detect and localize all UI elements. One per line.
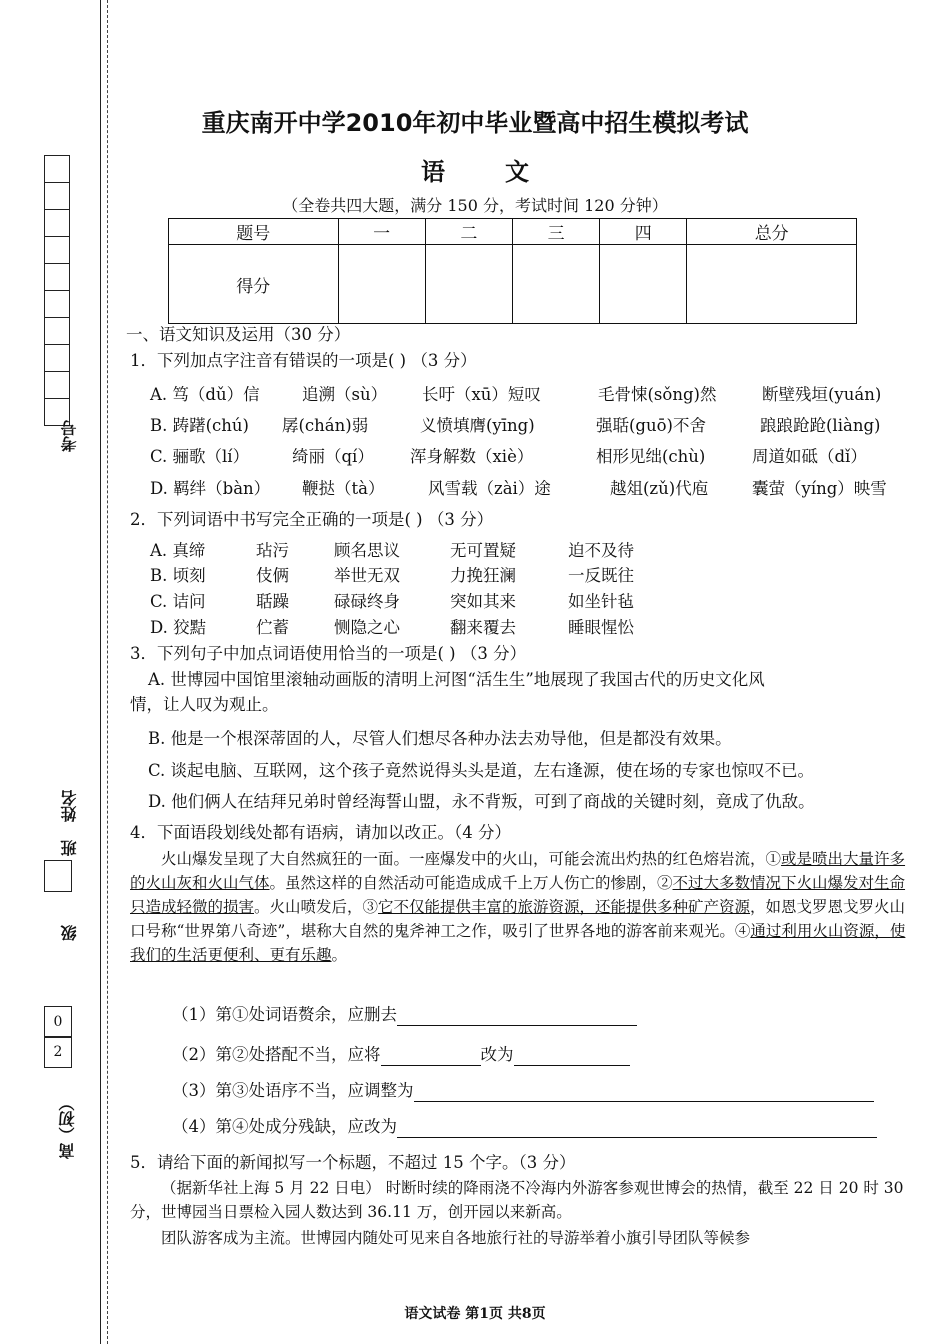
q2-option-b: B. 顷刻	[150, 566, 206, 585]
q3-stem: 3．下列句子中加点词语使用恰当的一项是( ) （3 分）	[130, 644, 527, 663]
score-header-cell: 一	[338, 219, 425, 245]
q1-option-d-item: 囊萤（yíng）映雪	[752, 479, 887, 498]
q4-sub2	[172, 1044, 630, 1066]
q4-text: ①	[765, 850, 782, 868]
q4-sub4-text: （4）第④处成分残缺，应改为	[172, 1117, 397, 1136]
q2-option-item: 碌碌终身	[334, 592, 400, 611]
score-cell[interactable]	[338, 245, 425, 324]
score-cell[interactable]	[687, 245, 857, 324]
q2-option-item: 恻隐之心	[334, 618, 400, 637]
q4-sub2-text: （2）第②处搭配不当，应将	[172, 1045, 381, 1064]
q1-option-d-item: 越俎(zǔ)代庖	[610, 479, 709, 498]
q4-sub2-text: 改为	[480, 1045, 514, 1064]
q3-option-d: D. 他们俩人在结拜兄弟时曾经海誓山盟，永不背叛，可到了商战的关键时刻，竟成了仇敌。	[148, 792, 815, 811]
q3-option-c: C. 谈起电脑、互联网，这个孩子竟然说得头头是道，左右逢源，使在场的专家也惊叹不已。	[148, 761, 815, 780]
q4-text: 火山爆发呈现了大自然疯狂的一面。一座爆发中的火山，可能会流出灼热的红色熔岩流，	[161, 850, 766, 868]
q4-sub4	[172, 1116, 877, 1138]
grade-digit-box[interactable]: 2	[44, 1036, 72, 1068]
q2-stem: 2．下列词语中书写完全正确的一项是( ) （3 分）	[130, 510, 494, 529]
score-table-header-row	[169, 219, 857, 245]
score-header-cell: 总分	[687, 219, 857, 245]
q4-sub1-text: （1）第①处词语赘余，应删去	[172, 1005, 397, 1024]
q1-option-a: A. 笃（dǔ）信	[150, 385, 260, 404]
q2-option-item: 翻来覆去	[450, 618, 516, 637]
score-row-label: 得分	[169, 245, 339, 324]
score-table	[168, 218, 857, 324]
q2-option-item: 玷污	[256, 541, 289, 560]
section-heading: 一、语文知识及运用（30 分）	[126, 325, 351, 344]
answer-blank[interactable]	[514, 1047, 630, 1066]
q2-option-item: 迫不及待	[568, 541, 634, 560]
q4-stem: 4．下面语段划线处都有语病，请加以改正。（4 分）	[130, 823, 511, 842]
q2-option-item: 一反既往	[568, 566, 634, 585]
q4-underlined-3: 它不仅能提供丰富的旅游资源，还能提供多种矿产资源	[378, 898, 751, 916]
q4-text: 。火山喷发后，③	[254, 898, 379, 916]
q1-option-c-item: 周道如砥（dǐ）	[752, 447, 867, 466]
q2-option-item: 伫蓄	[256, 618, 289, 637]
grade-digit-box[interactable]: 0	[44, 1006, 72, 1038]
q2-option-item: 无可置疑	[450, 541, 516, 560]
q2-option-item: 睡眼惺忪	[568, 618, 634, 637]
subject-title: 语文	[421, 158, 589, 186]
q1-option-a-item: 断壁残垣(yuán)	[762, 385, 882, 404]
q1-option-d-item: 鞭挞（tà）	[302, 479, 385, 498]
class-label: 班	[60, 840, 79, 856]
q2-option-c: C. 诘问	[150, 592, 206, 611]
q1-option-b-item: 强聒(guō)不舍	[596, 416, 706, 435]
q1-option-b-item: 孱(chán)弱	[282, 416, 369, 435]
answer-blank[interactable]	[381, 1047, 481, 1066]
q5-news-para-2: 团队游客成为主流。世博园内随处可见来自各地旅行社的导游举着小旗引导团队等候参	[161, 1229, 751, 1247]
q2-option-item: 伎俩	[256, 566, 289, 585]
q4-text: ，如恩戈罗恩戈罗火山口号称“世界第八奇迹”，堪称大自然的鬼斧神工之作，吸引了世界各地的游客前来观光。④	[130, 898, 906, 940]
answer-blank[interactable]	[414, 1083, 874, 1102]
score-cell[interactable]	[425, 245, 512, 324]
answer-blank[interactable]	[397, 1007, 637, 1026]
exam-note: （全卷共四大题，满分 150 分，考试时间 120 分钟）	[282, 196, 668, 215]
score-header-cell: 二	[425, 219, 512, 245]
q4-underlined-2: 不过大多数情况下火山爆发对生命只造成轻微的损害	[130, 874, 906, 916]
q3-option-b: B. 他是一个根深蒂固的人，尽管人们想尽各种办法去劝导他，但是都没有效果。	[148, 729, 732, 748]
exam-title: 重庆南开中学2010年初中毕业暨高中招生模拟考试	[201, 109, 749, 137]
q3-option-a-cont: 情，让人叹为观止。	[130, 695, 279, 714]
class-box[interactable]	[44, 860, 72, 892]
q1-option-b-item: 踉踉跄跄(liàng)	[760, 416, 881, 435]
score-cell[interactable]	[600, 245, 687, 324]
answer-blank[interactable]	[397, 1119, 877, 1138]
q1-option-a-item: 长吁（xū）短叹	[422, 385, 541, 404]
q3-option-a: A. 世博园中国馆里滚轴动画版的清明上河图“活生生”地展现了我国古代的历史文化风	[148, 670, 765, 689]
q1-option-b-item: 义愤填膺(yīng)	[420, 416, 535, 435]
level-label: 高（初）	[58, 1095, 77, 1159]
q4-sub3	[172, 1080, 874, 1102]
q2-option-item: 举世无双	[334, 566, 400, 585]
score-header-cell: 三	[512, 219, 599, 245]
q4-underlined-1: 或是喷出大量许多的火山灰和火山气体	[130, 850, 906, 892]
score-header-cell: 四	[600, 219, 687, 245]
q1-option-c-item: 相形见绌(chù)	[596, 447, 706, 466]
q1-option-d: D. 羁绊（bàn）	[150, 479, 271, 498]
q1-option-a-item: 追溯（sù）	[302, 385, 388, 404]
q2-option-item: 如坐针毡	[568, 592, 634, 611]
score-table-score-row	[169, 245, 857, 324]
name-label: 姓名	[60, 790, 79, 822]
q1-option-c: C. 骊歌（lí）	[150, 447, 250, 466]
q1-option-a-item: 毛骨悚(sǒng)然	[598, 385, 717, 404]
q4-text: 。虽然这样的自然活动可能造成成千上万人伤亡的惨剧，②	[269, 874, 673, 892]
q5-stem: 5．请给下面的新闻拟写一个标题，不超过 15 个字。（3 分）	[130, 1153, 576, 1172]
q1-option-c-item: 浑身解数（xiè）	[410, 447, 534, 466]
page-footer: 语文试卷 第1页 共8页	[404, 1306, 546, 1322]
q4-underlined-4: 通过利用火山资源，使我们的生活更便利、更有乐趣	[130, 922, 906, 964]
q2-option-item: 力挽狂澜	[450, 566, 516, 585]
q1-option-c-item: 绮丽（qí）	[292, 447, 374, 466]
q2-option-item: 聒躁	[256, 592, 289, 611]
q4-text: 。	[331, 946, 348, 964]
q4-sub1	[172, 1004, 637, 1026]
q2-option-item: 突如其来	[450, 592, 516, 611]
q2-option-a: A. 真缔	[150, 541, 206, 560]
q4-sub3-text: （3）第③处语序不当，应调整为	[172, 1081, 414, 1100]
q1-option-b: B. 踌躇(chú)	[150, 416, 249, 435]
q2-option-d: D. 狡黠	[150, 618, 207, 637]
q1-option-d-item: 风雪载（zài）途	[428, 479, 551, 498]
q1-stem: 1．下列加点字注音有错误的一项是( ) （3 分）	[130, 351, 477, 370]
q2-option-item: 顾名思议	[334, 541, 400, 560]
q5-news-para-1: （据新华社上海 5 月 22 日电） 时断时续的降雨浇不冷海内外游客参观世博会的热情，截至 22 日 20 时 30 分，世博园当日票检入园人数达到 36.11 万，创开园以来新高。	[130, 1179, 904, 1221]
score-header-cell: 题号	[169, 219, 339, 245]
exam-number-label: 考号	[60, 420, 79, 452]
q4-passage	[130, 847, 910, 967]
score-cell[interactable]	[512, 245, 599, 324]
grade-label: 级	[60, 925, 79, 941]
